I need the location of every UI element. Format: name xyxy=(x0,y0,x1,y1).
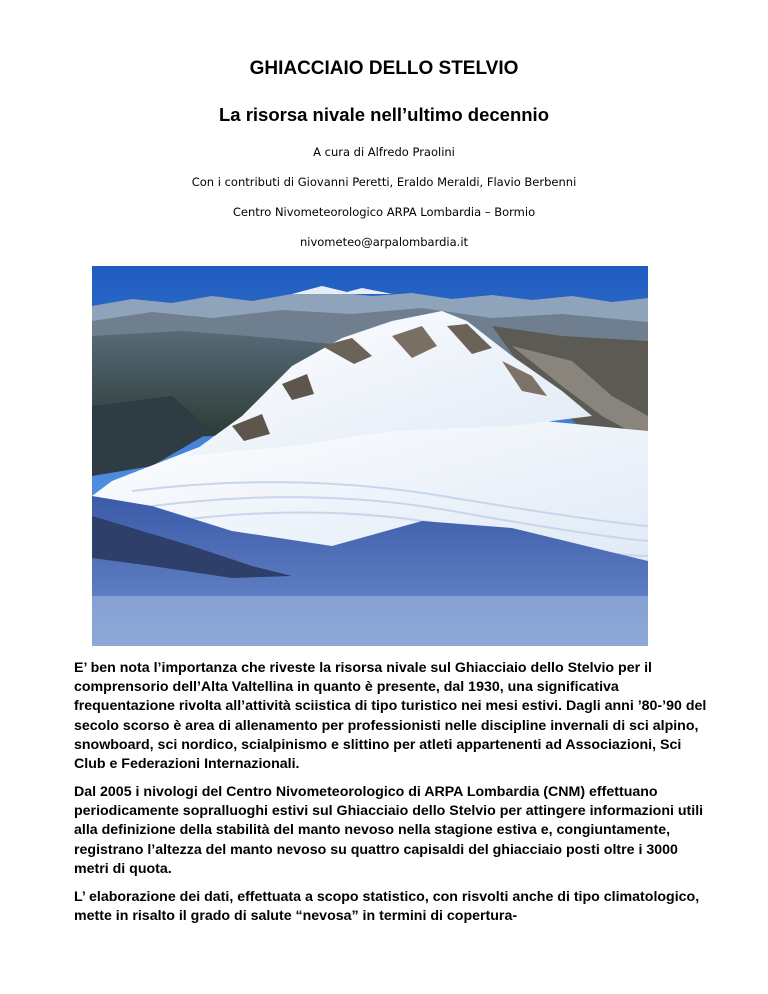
contributors-line: Con i contributi di Giovanni Peretti, Eraldo Meraldi, Flavio Berbenni xyxy=(191,175,577,189)
editor-line: A cura di Alfredo Praolini xyxy=(313,145,455,159)
paragraph-analysis: L’ elaborazione dei dati, effettuata a scopo statistico, con risvolti anche di tipo climatologico, mette in risalto il grado di salute “nevosa” in termini di copertura- xyxy=(74,889,700,925)
organization-line: Centro Nivometeorologico ARPA Lombardia – Bormio xyxy=(232,205,536,219)
paragraph-intro: E’ ben nota l’importanza che riveste la risorsa nivale sul Ghiacciaio dello Stelvio per il comprensorio dell’Alta Valtellina in quanto è presente, dal 1930, una significativa frequentazione rivolta all’attività sciistica di tipo turistico nei mesi estivi. Dagli anni ’80-’90 del secolo scorso è area di allenamento per professionisti nelle discipline invernali di sci alpino, snowboard, sci nordico, scialpinismo e slittino per atleti appartenenti ad Associazioni, Sci Club e Federazioni Internazionali. xyxy=(74,660,707,773)
glacier-photo xyxy=(92,266,648,646)
email-line: nivometeo@arpalombardia.it xyxy=(299,235,469,249)
paragraph-cnm: Dal 2005 i nivologi del Centro Nivometeorologico di ARPA Lombardia (CNM) effettuano periodicamente sopralluoghi estivi sul Ghiacciaio dello Stelvio per attingere informazioni utili alla definizione della stabilità del manto nevoso nella stagione estiva e, congiuntamente, registrano l’altezza del manto nevoso su quattro capisaldi del ghiacciaio posti oltre i 3000 metri di quota. xyxy=(74,784,704,877)
document-subtitle: La risorsa nivale nell’ultimo decennio xyxy=(218,104,549,125)
document-title: GHIACCIAIO DELLO STELVIO xyxy=(249,58,519,79)
